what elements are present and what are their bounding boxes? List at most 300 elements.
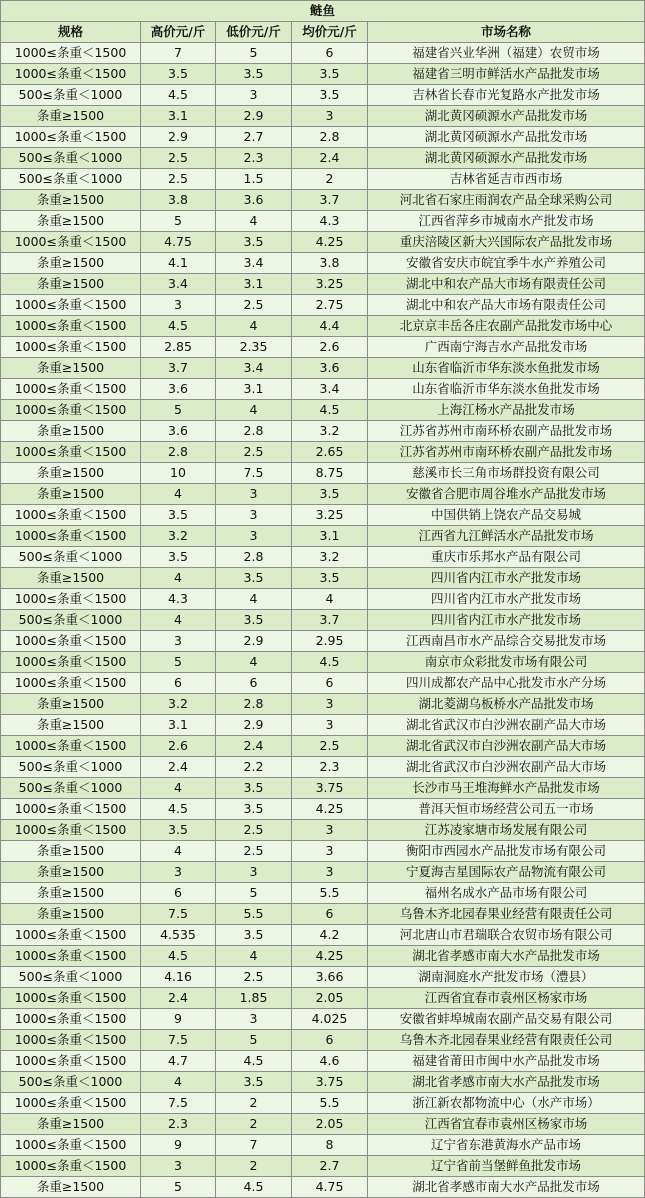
cell-low-price: 2.9 [216,106,292,127]
table-row [1,862,645,883]
cell-market-name: 普洱天恒市场经营公司五一市场 [368,799,645,820]
table-row [1,43,645,64]
table-row [1,379,645,400]
cell-avg-price: 6 [292,43,368,64]
table-row [1,1051,645,1072]
table-row [1,547,645,568]
cell-spec: 条重≥1500 [1,694,141,715]
cell-low-price: 5 [216,43,292,64]
cell-market-name: 江西省九江鲜活水产品批发市场 [368,526,645,547]
cell-market-name: 宁夏海吉星国际农产品物流有限公司 [368,862,645,883]
cell-market-name: 安徽省蚌埠城南农副产品交易有限公司 [368,1009,645,1030]
cell-low-price: 1.85 [216,988,292,1009]
cell-spec: 条重≥1500 [1,358,141,379]
cell-avg-price: 2.3 [292,757,368,778]
cell-market-name: 重庆市乐邦水产品有限公司 [368,547,645,568]
cell-market-name: 南京市众彩批发市场有限公司 [368,652,645,673]
cell-low-price: 2.5 [216,967,292,988]
cell-high-price: 2.6 [141,736,216,757]
cell-spec: 1000≤条重＜1500 [1,400,141,421]
table-row [1,211,645,232]
cell-spec: 1000≤条重＜1500 [1,736,141,757]
table-row [1,1093,645,1114]
cell-high-price: 3.4 [141,274,216,295]
cell-high-price: 7.5 [141,904,216,925]
cell-low-price: 4 [216,652,292,673]
cell-low-price: 2.7 [216,127,292,148]
cell-market-name: 中国供销上饶农产品交易城 [368,505,645,526]
cell-market-name: 福建省三明市鲜活水产品批发市场 [368,64,645,85]
table-row [1,925,645,946]
cell-low-price: 3.5 [216,64,292,85]
table-row [1,694,645,715]
cell-high-price: 3.1 [141,106,216,127]
cell-avg-price: 3 [292,106,368,127]
cell-high-price: 4 [141,778,216,799]
cell-market-name: 湖北省孝感市南大水产品批发市场 [368,1177,645,1198]
cell-market-name: 湖北菱湖乌板桥水产品批发市场 [368,694,645,715]
cell-low-price: 3.1 [216,379,292,400]
table-row [1,1156,645,1177]
cell-market-name: 福建省莆田市闽中水产品批发市场 [368,1051,645,1072]
table-row [1,715,645,736]
table-row [1,778,645,799]
cell-high-price: 4 [141,1072,216,1093]
cell-spec: 1000≤条重＜1500 [1,43,141,64]
cell-low-price: 2.35 [216,337,292,358]
cell-low-price: 4.5 [216,1051,292,1072]
table-row [1,526,645,547]
cell-low-price: 4 [216,211,292,232]
cell-market-name: 乌鲁木齐北园春果业经营有限责任公司 [368,1030,645,1051]
cell-low-price: 3 [216,505,292,526]
table-row [1,904,645,925]
cell-market-name: 山东省临沂市华东淡水鱼批发市场 [368,358,645,379]
header-high-price: 高价元/斤 [141,22,216,43]
table-row [1,757,645,778]
table-row [1,421,645,442]
cell-spec: 500≤条重＜1000 [1,148,141,169]
cell-avg-price: 3.75 [292,778,368,799]
cell-avg-price: 2.5 [292,736,368,757]
cell-avg-price: 5.5 [292,883,368,904]
cell-low-price: 5 [216,1030,292,1051]
cell-spec: 条重≥1500 [1,190,141,211]
cell-low-price: 2 [216,1093,292,1114]
cell-high-price: 2.85 [141,337,216,358]
cell-avg-price: 3.6 [292,358,368,379]
cell-avg-price: 4.2 [292,925,368,946]
cell-avg-price: 2.8 [292,127,368,148]
cell-market-name: 湖北黄冈硕源水产品批发市场 [368,127,645,148]
cell-avg-price: 3.5 [292,85,368,106]
cell-high-price: 7.5 [141,1030,216,1051]
cell-spec: 1000≤条重＜1500 [1,631,141,652]
cell-spec: 1000≤条重＜1500 [1,1135,141,1156]
cell-market-name: 山东省临沂市华东淡水鱼批发市场 [368,379,645,400]
cell-avg-price: 8.75 [292,463,368,484]
cell-low-price: 3.1 [216,274,292,295]
header-spec: 规格 [1,22,141,43]
cell-market-name: 江西省萍乡市城南水产批发市场 [368,211,645,232]
cell-high-price: 4.5 [141,946,216,967]
cell-market-name: 上海江杨水产品批发市场 [368,400,645,421]
table-row [1,841,645,862]
cell-high-price: 5 [141,1177,216,1198]
cell-high-price: 5 [141,400,216,421]
cell-market-name: 湖北省武汉市白沙洲农副产品大市场 [368,736,645,757]
cell-market-name: 江西省宜春市袁州区杨家市场 [368,1114,645,1135]
cell-spec: 1000≤条重＜1500 [1,232,141,253]
cell-high-price: 3 [141,295,216,316]
cell-market-name: 湖北黄冈硕源水产品批发市场 [368,106,645,127]
cell-high-price: 3.5 [141,547,216,568]
table-row [1,967,645,988]
cell-market-name: 吉林省长春市光复路水产批发市场 [368,85,645,106]
cell-avg-price: 4.25 [292,799,368,820]
cell-high-price: 3 [141,631,216,652]
cell-spec: 1000≤条重＜1500 [1,295,141,316]
cell-high-price: 2.3 [141,1114,216,1135]
table-row [1,820,645,841]
cell-spec: 条重≥1500 [1,484,141,505]
cell-high-price: 4.5 [141,85,216,106]
cell-spec: 1000≤条重＜1500 [1,505,141,526]
table-row [1,946,645,967]
header-row [1,22,645,43]
cell-market-name: 江苏凌家塘市场发展有限公司 [368,820,645,841]
cell-low-price: 7.5 [216,463,292,484]
cell-high-price: 5 [141,211,216,232]
cell-market-name: 重庆涪陵区新大兴国际农产品批发市场 [368,232,645,253]
table-row [1,1072,645,1093]
cell-spec: 条重≥1500 [1,253,141,274]
cell-high-price: 6 [141,883,216,904]
cell-low-price: 3 [216,484,292,505]
cell-avg-price: 3.2 [292,421,368,442]
cell-avg-price: 2 [292,169,368,190]
cell-spec: 1000≤条重＜1500 [1,988,141,1009]
table-row [1,568,645,589]
cell-high-price: 3.5 [141,505,216,526]
header-avg-price: 均价元/斤 [292,22,368,43]
cell-low-price: 3.5 [216,925,292,946]
cell-spec: 1000≤条重＜1500 [1,1093,141,1114]
cell-low-price: 3.4 [216,253,292,274]
cell-market-name: 湖北中和农产品大市场有限责任公司 [368,295,645,316]
table-row [1,1114,645,1135]
cell-market-name: 广西南宁海吉水产品批发市场 [368,337,645,358]
table-row [1,274,645,295]
cell-avg-price: 2.65 [292,442,368,463]
cell-spec: 1000≤条重＜1500 [1,799,141,820]
table-row [1,64,645,85]
cell-spec: 条重≥1500 [1,568,141,589]
cell-high-price: 3.5 [141,64,216,85]
cell-high-price: 9 [141,1009,216,1030]
cell-high-price: 4.535 [141,925,216,946]
cell-high-price: 4.7 [141,1051,216,1072]
cell-avg-price: 5.5 [292,1093,368,1114]
table-row [1,589,645,610]
table-row [1,337,645,358]
cell-market-name: 湖北省武汉市白沙洲农副产品大市场 [368,757,645,778]
table-row [1,484,645,505]
cell-avg-price: 3.25 [292,505,368,526]
cell-spec: 1000≤条重＜1500 [1,337,141,358]
cell-market-name: 乌鲁木齐北园春果业经营有限责任公司 [368,904,645,925]
table-row [1,295,645,316]
cell-spec: 条重≥1500 [1,463,141,484]
cell-avg-price: 3.5 [292,64,368,85]
cell-high-price: 3.1 [141,715,216,736]
cell-low-price: 4 [216,316,292,337]
cell-spec: 条重≥1500 [1,106,141,127]
cell-spec: 条重≥1500 [1,421,141,442]
cell-high-price: 7 [141,43,216,64]
cell-low-price: 4 [216,589,292,610]
cell-low-price: 4 [216,400,292,421]
table-row [1,148,645,169]
table-row [1,631,645,652]
cell-high-price: 4.16 [141,967,216,988]
table-row [1,1135,645,1156]
table-row [1,1177,645,1198]
cell-market-name: 长沙市马王堆海鲜水产品批发市场 [368,778,645,799]
cell-high-price: 4.1 [141,253,216,274]
cell-avg-price: 3.5 [292,568,368,589]
cell-avg-price: 3.75 [292,1072,368,1093]
cell-spec: 500≤条重＜1000 [1,85,141,106]
table-row [1,799,645,820]
cell-spec: 1000≤条重＜1500 [1,820,141,841]
table-row [1,883,645,904]
cell-avg-price: 3.7 [292,610,368,631]
cell-spec: 条重≥1500 [1,841,141,862]
cell-low-price: 3.5 [216,232,292,253]
cell-market-name: 湖北省孝感市南大水产品批发市场 [368,946,645,967]
cell-spec: 500≤条重＜1000 [1,967,141,988]
cell-market-name: 四川成都农产品中心批发市水产分场 [368,673,645,694]
cell-spec: 500≤条重＜1000 [1,757,141,778]
cell-market-name: 江苏省苏州市南环桥农副产品批发市场 [368,421,645,442]
cell-low-price: 6 [216,673,292,694]
cell-market-name: 吉林省延吉市西市场 [368,169,645,190]
cell-spec: 1000≤条重＜1500 [1,673,141,694]
cell-spec: 条重≥1500 [1,883,141,904]
cell-avg-price: 3.7 [292,190,368,211]
cell-spec: 1000≤条重＜1500 [1,589,141,610]
table-row [1,505,645,526]
cell-spec: 1000≤条重＜1500 [1,652,141,673]
table-row [1,463,645,484]
table-row [1,316,645,337]
cell-market-name: 四川省内江市水产批发市场 [368,589,645,610]
cell-market-name: 江西省宜春市袁州区杨家市场 [368,988,645,1009]
cell-avg-price: 4.025 [292,1009,368,1030]
cell-low-price: 1.5 [216,169,292,190]
cell-market-name: 湖南洞庭水产批发市场（澧县） [368,967,645,988]
cell-low-price: 3.5 [216,799,292,820]
cell-avg-price: 6 [292,904,368,925]
cell-low-price: 2.8 [216,547,292,568]
cell-low-price: 7 [216,1135,292,1156]
cell-spec: 条重≥1500 [1,1177,141,1198]
cell-high-price: 3 [141,862,216,883]
cell-market-name: 安徽省安庆市皖宜季牛水产养殖公司 [368,253,645,274]
cell-low-price: 5 [216,883,292,904]
cell-high-price: 5 [141,652,216,673]
cell-spec: 500≤条重＜1000 [1,778,141,799]
cell-high-price: 2.8 [141,442,216,463]
cell-low-price: 3 [216,862,292,883]
header-market-name: 市场名称 [368,22,645,43]
cell-high-price: 3 [141,1156,216,1177]
cell-high-price: 2.4 [141,757,216,778]
cell-high-price: 3.7 [141,358,216,379]
cell-high-price: 4.5 [141,316,216,337]
cell-avg-price: 4 [292,589,368,610]
cell-market-name: 衡阳市西园水产品批发市场有限公司 [368,841,645,862]
cell-spec: 条重≥1500 [1,862,141,883]
cell-low-price: 3.6 [216,190,292,211]
cell-low-price: 2.8 [216,694,292,715]
cell-spec: 1000≤条重＜1500 [1,64,141,85]
cell-market-name: 河北唐山市君瑞联合农贸市场有限公司 [368,925,645,946]
cell-spec: 条重≥1500 [1,274,141,295]
cell-avg-price: 4.25 [292,946,368,967]
cell-avg-price: 3.1 [292,526,368,547]
table-row [1,1009,645,1030]
cell-avg-price: 6 [292,1030,368,1051]
cell-spec: 条重≥1500 [1,715,141,736]
cell-spec: 1000≤条重＜1500 [1,925,141,946]
cell-avg-price: 4.3 [292,211,368,232]
cell-spec: 1000≤条重＜1500 [1,379,141,400]
cell-low-price: 3.5 [216,610,292,631]
cell-high-price: 6 [141,673,216,694]
cell-low-price: 2.5 [216,295,292,316]
cell-spec: 500≤条重＜1000 [1,169,141,190]
cell-high-price: 4.3 [141,589,216,610]
table-row [1,400,645,421]
cell-market-name: 辽宁省前当堡鲜鱼批发市场 [368,1156,645,1177]
cell-avg-price: 4.6 [292,1051,368,1072]
cell-spec: 条重≥1500 [1,211,141,232]
cell-low-price: 2.9 [216,631,292,652]
cell-high-price: 3.8 [141,190,216,211]
cell-low-price: 3 [216,1009,292,1030]
cell-market-name: 江西南昌市水产品综合交易批发市场 [368,631,645,652]
cell-avg-price: 4.75 [292,1177,368,1198]
cell-low-price: 2.8 [216,421,292,442]
table-row [1,358,645,379]
cell-low-price: 2.3 [216,148,292,169]
cell-high-price: 4 [141,610,216,631]
table-row [1,610,645,631]
table-row [1,190,645,211]
cell-spec: 1000≤条重＜1500 [1,1009,141,1030]
table-body [1,43,645,1198]
cell-market-name: 浙江新农都物流中心（水产市场） [368,1093,645,1114]
cell-spec: 1000≤条重＜1500 [1,127,141,148]
table-row [1,442,645,463]
cell-market-name: 辽宁省东港黄海水产品市场 [368,1135,645,1156]
cell-market-name: 江苏省苏州市南环桥农副产品批发市场 [368,442,645,463]
cell-avg-price: 3 [292,841,368,862]
cell-high-price: 3.6 [141,421,216,442]
cell-spec: 500≤条重＜1000 [1,610,141,631]
table-row [1,652,645,673]
cell-market-name: 湖北黄冈硕源水产品批发市场 [368,148,645,169]
cell-high-price: 3.6 [141,379,216,400]
cell-high-price: 4.75 [141,232,216,253]
cell-avg-price: 2.05 [292,1114,368,1135]
cell-low-price: 5.5 [216,904,292,925]
cell-high-price: 4 [141,568,216,589]
table-row [1,169,645,190]
table-row [1,127,645,148]
cell-low-price: 2 [216,1156,292,1177]
cell-avg-price: 2.05 [292,988,368,1009]
cell-low-price: 2.9 [216,715,292,736]
cell-market-name: 福州名成水产品市场有限公司 [368,883,645,904]
cell-high-price: 2.9 [141,127,216,148]
cell-high-price: 2.4 [141,988,216,1009]
cell-avg-price: 3 [292,694,368,715]
title-row [1,1,645,22]
cell-market-name: 湖北省武汉市白沙洲农副产品大市场 [368,715,645,736]
cell-avg-price: 2.75 [292,295,368,316]
cell-avg-price: 4.5 [292,652,368,673]
cell-avg-price: 3 [292,820,368,841]
cell-spec: 条重≥1500 [1,1114,141,1135]
table-row [1,232,645,253]
cell-low-price: 2.4 [216,736,292,757]
cell-high-price: 4 [141,841,216,862]
cell-market-name: 慈溪市长三角市场群投资有限公司 [368,463,645,484]
cell-low-price: 4 [216,946,292,967]
cell-avg-price: 3.5 [292,484,368,505]
cell-high-price: 2.5 [141,148,216,169]
cell-low-price: 3.5 [216,778,292,799]
cell-avg-price: 4.4 [292,316,368,337]
cell-avg-price: 3 [292,715,368,736]
cell-spec: 1000≤条重＜1500 [1,946,141,967]
cell-low-price: 2.5 [216,820,292,841]
cell-avg-price: 2.6 [292,337,368,358]
cell-high-price: 10 [141,463,216,484]
cell-low-price: 3.4 [216,358,292,379]
cell-low-price: 4.5 [216,1177,292,1198]
cell-market-name: 四川省内江市水产批发市场 [368,610,645,631]
table-row [1,106,645,127]
cell-avg-price: 3 [292,862,368,883]
table-row [1,673,645,694]
cell-high-price: 9 [141,1135,216,1156]
cell-market-name: 河北省石家庄雨润农产品全球采购公司 [368,190,645,211]
cell-spec: 1000≤条重＜1500 [1,442,141,463]
table-row [1,736,645,757]
cell-avg-price: 4.25 [292,232,368,253]
cell-low-price: 3.5 [216,568,292,589]
cell-market-name: 福建省兴业华洲（福建）农贸市场 [368,43,645,64]
cell-avg-price: 2.4 [292,148,368,169]
cell-spec: 条重≥1500 [1,904,141,925]
header-low-price: 低价元/斤 [216,22,292,43]
cell-high-price: 3.5 [141,820,216,841]
cell-spec: 1000≤条重＜1500 [1,1030,141,1051]
